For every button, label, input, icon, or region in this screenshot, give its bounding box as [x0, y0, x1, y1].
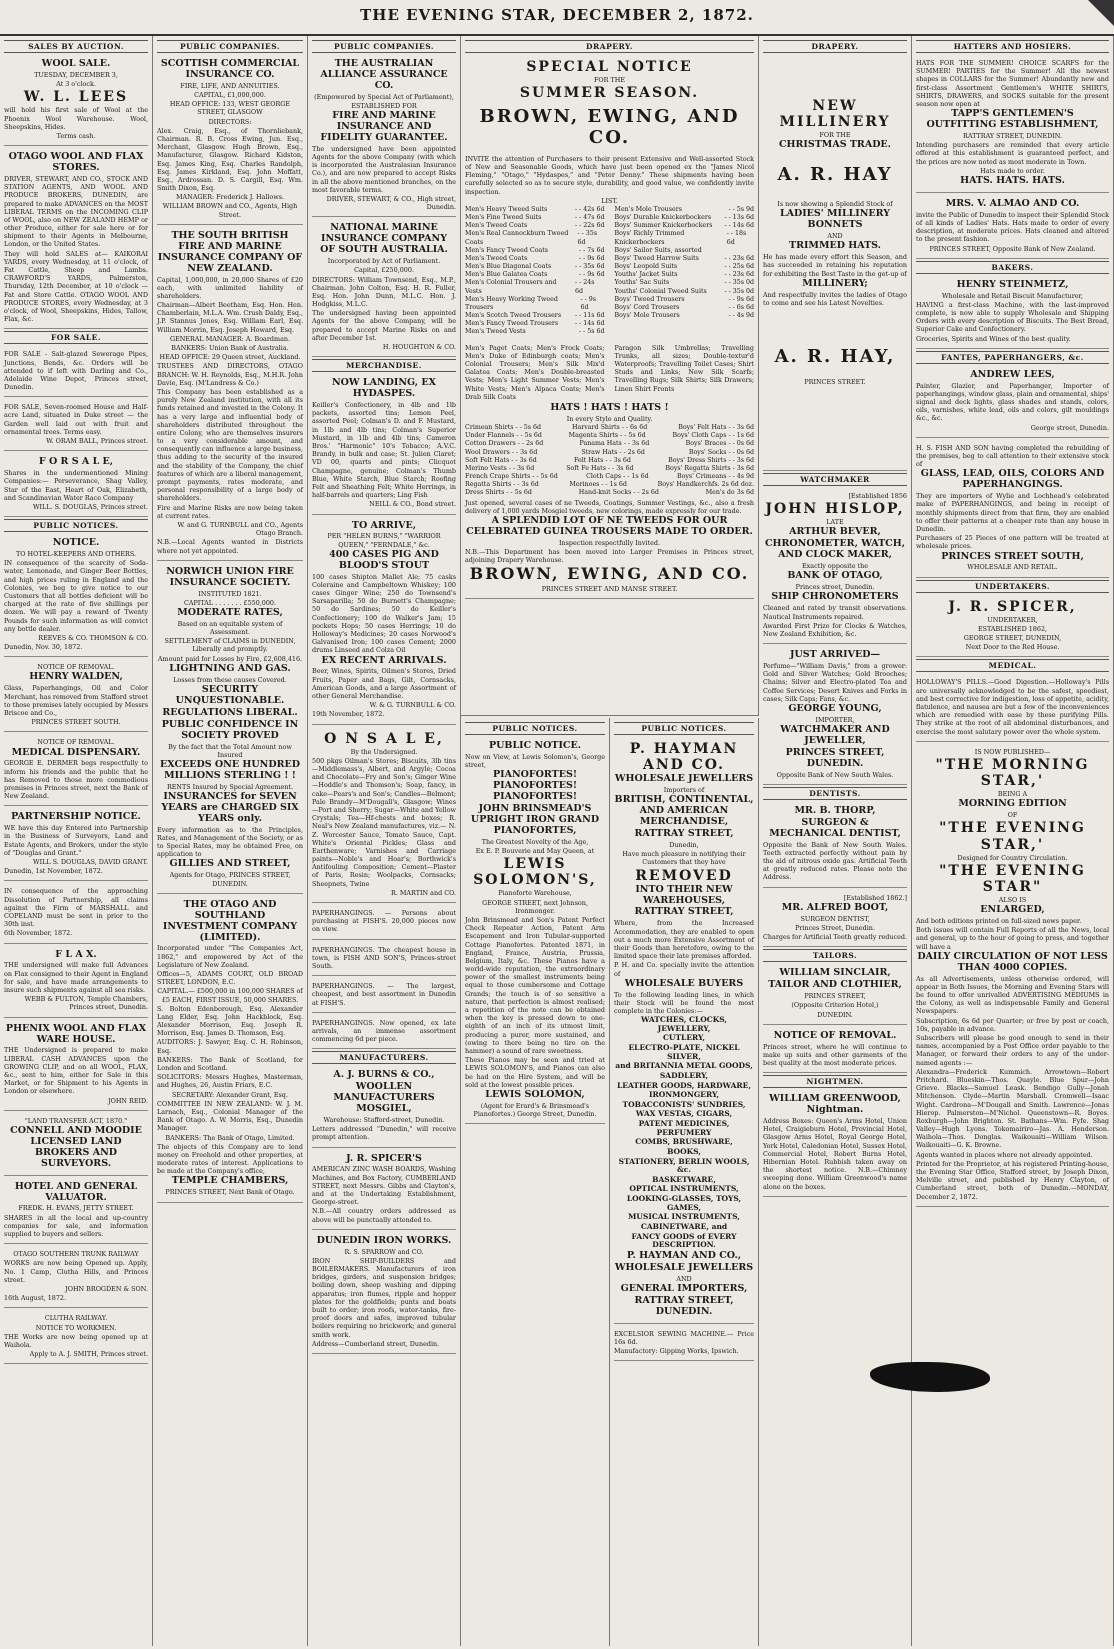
- column-4-drapery: [461, 36, 759, 716]
- paperhangings-ad: PAPERHANGINGS. Now opened, ex late arrivals, an immense assortment commencing 6d per piece.: [312, 1015, 456, 1050]
- paperhangings-ad: PAPERHANGINGS. The cheapest house in town, is FISH AND SON'S, Princes-street South.: [312, 942, 456, 977]
- shirt-row: [465, 432, 754, 440]
- price-row: [465, 263, 605, 271]
- for-sale-ad: FOR SALE - Salt-glazed Sewerage Pipes, Junctions, Bends, &c. Orders will be attended to if left with Darling and Co., Adelaide Wine Depot, Princes street, Dunedin.: [4, 346, 148, 397]
- price-value: - - 11s 6d: [574, 312, 605, 320]
- price-row: [465, 312, 605, 320]
- shirt-row: [465, 465, 754, 473]
- notice-ad: NOTICE. TO HOTEL-KEEPERS AND OTHERS. IN consequence of the scarcity of Soda-water, Lemonade, and Ginger Beer Bottles, and high prices ruling in England and the Colonies, we beg to give notice to our Customers that all bottles deficient will be charged at the rate of five shillings per dozen. We will pay a reward of Twenty Pounds for such information as will convict any bottle dealer. REEVES & CO. THOMSON & CO. Dunedin, Nov. 30, 1872.: [4, 534, 148, 657]
- goods-item: OPTICAL INSTRUMENTS,: [629, 1184, 739, 1194]
- otago-wool-ad: OTAGO WOOL AND FLAX STORES. DRIVER, STEWART, AND CO., STOCK AND STATION AGENTS, AND WOOL AND PRODUCE BROKERS, DUNEDIN, are prepared to make ADVANCES on the MOST LIBERAL TERMS on the INCOMING CLIP of WOOL, also on NEW ZEALAND HEMP or other Produce, either for sale here or for shipment to their Agents in Melbourne, London, or the United States. They will hold SALES at— KAIKORAI YARDS, every Wednesday, at 11 o'clock, of Fat Cattle, Sheep and Lambs. CRAWFORD'S YARDS, Palmerston, Thursday, 12th December, at 10 o'clock — Fat and Store Cattle. OTAGO WOOL AND PRODUCE STORES, every Wednesday, at 3 o'clock, of Wool, Sheepskins, Hides, Tallow, Flax, &c.: [4, 148, 148, 329]
- shirt-row: [465, 440, 754, 448]
- price-value: - - 7s 6d: [578, 246, 605, 254]
- removal-ad: NOTICE OF REMOVAL. HENRY WALDEN, Glass, Paperhangings, Oil and Color Merchant, has removed from Stafford street to those premises lately occupied by Messrs Briscoe and Co., PRINCES STREET SOUTH.: [4, 659, 148, 732]
- price-row: [615, 214, 755, 222]
- price-value: - - 18s 6d: [726, 230, 747, 246]
- shirt-cell: Straw Hats - - 2s 6d: [581, 448, 645, 456]
- goods-item: LEATHER GOODS, HARDWARE,: [617, 1080, 751, 1090]
- price-item: Men's Heavy Working Tweed Trousers: [465, 295, 558, 311]
- clutha-ad: CLUTHA RAILWAY. NOTICE TO WORKMEN. THE Works are now being opened up at Waihola. Apply to A. J. SMITH, Princes street.: [4, 1310, 148, 1364]
- price-item: Men's Tweed Vests: [465, 328, 526, 336]
- shirt-cell: Boys' Braces - - 0s 6d: [685, 440, 754, 448]
- price-row: [465, 247, 605, 255]
- for-sale-ad: FOR SALE, Seven-roomed House and Half-acre Land, situated in Duke street — the Garden well laid out with fruit and ornamental trees. Terms easy. W. ORAM BALL, Princes street.: [4, 399, 148, 451]
- shirt-cell: Magenta Shirts - - 5s 6d: [568, 432, 646, 440]
- shirt-cell: Cloth Caps - - 1s 6d: [586, 473, 649, 481]
- section-header: DRAPERY.: [763, 40, 907, 53]
- section-header: DENTISTS.: [763, 787, 907, 800]
- goods-item: WATCHES, CLOCKS, JEWELLERY,: [640, 1015, 728, 1033]
- goods-item: COMBS, BRUSHWARE,: [635, 1137, 733, 1147]
- sinclair-ad: WILLIAM SINCLAIR, TAILOR AND CLOTHIER, PRINCES STREET, (Opposite Criterion Hotel,) DUNEDIN.: [763, 964, 907, 1024]
- price-item: Youths' Jacket Suits: [614, 271, 678, 279]
- section-header: UNDERTAKERS.: [916, 580, 1109, 593]
- price-row: [615, 206, 755, 214]
- goods-item: and BRITANNIA METAL GOODS,: [615, 1061, 753, 1071]
- price-value: - - 9s 6d: [580, 295, 597, 311]
- goods-item: ELECTRO-PLATE, NICKEL SILVER,: [628, 1043, 740, 1061]
- price-value: - - 42s 6d: [574, 205, 605, 213]
- shirt-cell: French Crape Shirts - - 5s 6d: [465, 473, 558, 481]
- section-header: FANTES, PAPERHANGERS, &c.: [916, 351, 1109, 364]
- price-row: [465, 279, 605, 295]
- shirt-cell: Boys' Dress Shirts - - 3s 6d: [668, 456, 754, 464]
- shirt-cell: Regatta Shirts - - 3s 6d: [465, 481, 539, 489]
- price-value: - - 23s 6d: [724, 271, 754, 279]
- goods-item: SADDLERY,: [659, 1070, 709, 1080]
- goods-item: TOBACCONISTS' SUNDRIES,: [622, 1099, 746, 1109]
- wool-sale-ad: WOOL SALE. TUESDAY, DECEMBER 3, At 3 o'clock. W. L. LEES will hold his first sale of Wool at the Phoenix Wool Warehouse. Wool, Sheepskins, Hides. Terms cash.: [4, 55, 148, 146]
- shirt-row: [465, 457, 754, 465]
- removal-ad: NOTICE OF REMOVAL. MEDICAL DISPENSARY. GEORGE E. DERMER begs respectfully to inform his friends and the public that he has Removed to those more commodious premises in Princes street, next the Bank of New Zealand.: [4, 734, 148, 806]
- shirt-cell: Wool Drawers - - 3s 6d: [465, 448, 538, 456]
- south-british-ad: THE SOUTH BRITISH FIRE AND MARINE INSURANCE COMPANY OF NEW ZEALAND. Capital, 1,000,000, in 20,000 Shares of £20 each, with unlimited liability of shareholders. Chairman—Albert Beetham, Esq. Hon. Hen. Chamberlain, M.L.A. Wm. Crush Daldy, Esq., J.P. Stannus Jones, Esq. William Earl, Esq. William Morrin, Esq. Joseph Howard, Esq. GENERAL MANAGER: A. Boardman. BANKERS: Union Bank of Australia. HEAD OFFICE: 29 Queen street, Auckland. TRUSTEES AND DIRECTORS, OTAGO BRANCH: W. H. Reynolds, Esq., M.H.R. John Davie, Esq. (M'Landress & Co.) This Company has been established as a purely New Zealand institution, with all its funds retained and invested in the Colony. It has a very large and influential body of shareholders distributed throughout the entire Colony, who are themselves insurers to a very considerable amount, and consequently can influence a large business, thus adding to the security of the insured and the stability of the Company, the chief features of which are a liberal management, prompt payments, rates moderate, and personal responsibility of a large body of shareholders. Fire and Marine Risks are now being taken at current rates. W. and G. TURNBULL and CO., Agents Otago Branch. N.B.—Local Agents wanted in Districts where not yet appointed.: [157, 227, 303, 561]
- shirt-cell: Boys' Socks - - 0s 6d: [688, 448, 754, 456]
- shirt-row: [465, 473, 754, 481]
- price-item: Men's Mole Trousers: [614, 205, 682, 213]
- price-value: - - 35s 0d: [724, 279, 754, 287]
- column-1: [0, 36, 153, 1646]
- burns-woollen-ad: A. J. BURNS & CO., WOOLLEN MANUFACTURERS MOSGIEL, Warehouse: Stafford-street, Dunedin. Letters addressed "Dunedin," will receive prompt attention.: [312, 1066, 456, 1147]
- scottish-insurance-ad: SCOTTISH COMMERCIAL INSURANCE CO. FIRE, LIFE, AND ANNUITIES. CAPITAL, £1,000,000. HEAD OFFICE: 133, WEST GEORGE STREET, GLASGOW DIRECTORS: Alex. Craig, Esq., of Thornliebank, Chairman. R. B. Cross Ewing, Jun. Esq., Merchant, Glasgow. Hugh Brown, Esq., Manufacturer, Glasgow. Richard Kidston, Esq. James King, Esq. Charles Randolph, Esq. James Kirkland, Esq. John Moffatt, Esq., Ardrossan. D. S. Cargill, Esq. Wm. Smith Dixon, Esq. MANAGER: Frederick J. Hallows. WILLIAM BROWN and CO., Agents, High Street.: [157, 55, 303, 225]
- price-value: - - 13s 6d: [724, 214, 754, 222]
- price-value: - - 9s 6d: [578, 254, 605, 262]
- price-list: [465, 206, 754, 337]
- shirt-cell: Dress Shirts - - 5s 6d: [465, 489, 532, 497]
- shirt-cell: Felt Hats - - 3s 6d: [574, 456, 631, 464]
- goods-item: BOOKS,: [667, 1146, 701, 1156]
- goods-item: CUTLERY,: [662, 1033, 706, 1043]
- iron-works-ad: DUNEDIN IRON WORKS. R. S. SPARROW and CO. IRON SHIP-BUILDERS and BOILERMAKERS. Manufacturers of iron bridges, girders, and suspension bridges; boiling down, sheep washing and dipping apparatus; iron flumes, ripple and hopper plates for the goldfields; punts and boats built to order; iron roofs, water-tanks, fire-proof doors and safes, improved tubular boilers requiring no brickwork; and general smith work. Address—Cumberland street, Dunedin.: [312, 1232, 456, 1354]
- section-header: FOR SALE.: [4, 331, 148, 344]
- goods-item: PATENT MEDICINES, PERFUMERY: [638, 1119, 730, 1137]
- price-item: Boys' Tweed Harrow Suits: [614, 254, 699, 262]
- shirt-row: [465, 481, 754, 489]
- tapp-ad: HATS FOR THE SUMMER! CHOICE SCARFS for the SUMMER! PARTIES for the Summer! All the newest shapes in COLLARS for the Summer! Abundantly new and first-class Assortment Gentlemen's WHITE SHIRTS, SHIRTS, DRAWERS, and SOCKS suitable for the present season now open at TAPP'S GENTLEMEN'S OUTFITTING ESTABLISHMENT, RATTRAY STREET, DUNEDIN. Intending purchasers are reminded that every article offered at this establishment is guaranteed perfect, and the prices are now noted as most moderate in Town. Hats made to order. HATS. HATS. HATS.: [916, 55, 1109, 193]
- piano-ad: PUBLIC NOTICE. Now on View, at Lewis Solomon's, George street, PIANOFORTES! PIANOFORTES! PIANOFORTES! JOHN BRINSMEAD'S UPRIGHT IRON GRAND PIANOFORTES, The Greatest Novelty of the Age, Ex E. P. Bouverie and May Queen, at LEWIS SOLOMON'S, Pianoforte Warehouse, GEORGE STREET, next Johnson, Ironmonger. John Brinsmead and Son's Patent Perfect Check Repeater Action, Patent Arm Escapement and Iron Tubular-supported Cottage Pianofortes. Patented 1871, in England, France, Austria, Prussia, Belgium, Italy, &c. These Pianos have a world-wide reputation, the extraordinary power of the smallest instruments being equal to those cumbersome and Cottage Grands; the touch is of so sensitive a nature, that perfection is almost realised; a repetition of the note can be obtained when the key is pressed down to one-eighth of an inch of its utmost limit, producing a purer, more sustained, and (owing to there being no tire on the hammer) a sound of rare sweetness. These Pianos may be seen and tried at LEWIS SOLOMON'S, and Pianos can also be had on the Hire System, and will be sold at the lowest possible prices. LEWIS SOLOMON, (Agent for Erard's & Brinsmead's Pianofortes.) George Street, Dunedin.: [465, 737, 605, 1124]
- goods-item: LOOKING-GLASSES, TOYS, GAMES,: [626, 1194, 742, 1212]
- shirt-cell: Harvard Shirts - - 6s 6d: [571, 424, 648, 432]
- price-value: - - 6s 6d: [728, 303, 754, 311]
- price-item: Boys' Durable Knickerbockers: [614, 214, 712, 222]
- price-row: [615, 312, 755, 320]
- price-item: Men's Colonial Trousers and Vests: [465, 279, 557, 295]
- brown-ewing-ad: SPECIAL NOTICE FOR THE SUMMER SEASON. BROWN, EWING, AND CO. INVITE the attention of Purchasers to their present Extensive and Well-assorted Stock of New and Seasonable Goods, which have just been opened ex the "James Nicol Fleming," "Otago," "Hydaspes," and "Peter Denny." These shipments having been carefully selected so as to secure style, durability, and good value, we confidently invite inspection. LIST. Men's Heavy Tweed Suits - - 42s 6d Men's Fine Tweed Suits - - 47s 6d Men's Tweed Coats - - 22s 6d Men's Real Cannockburn Tweed Coats - - 35s 6d Men's Fancy Tweed Coats - - 7s 6d Men's Tweed Coats - - 9s 6d Men's Blue Diagonal Coats - - 35s 6d Men's Blue Galatea Coats - - 9s 6d Men's Colonial Trousers and Vests - - 24s 6d Men's Heavy Working Tweed Trousers - - 9s 6d Men's Scotch Tweed Trousers - - 11s 6d Men's Fancy Tweed Trousers - - 14s 6d Men's Tweed Vests - - 5s 6d Men's Mole Trousers - - 5s 9d Boys' Durable Knickerbockers - - 13s 6d Boys' Summer Knickerbockers - - 14s 6d Boys' Richly Trimmed Knickerbockers - - 18s 6d Boys' Sailor Suits, assorted Boys' Tweed Harrow Suits - - 23s 6d Boys' Leopold Suits - - 25s 6d Youths' Jacket Suits - - 23s 6d Youths' Sac Suits - - 35s 0d Youths' Colonial Tweed Suits - - 35s 0d Boys' Tweed Trousers - - 9s 6d Boys' Cord Trousers - - 6s 6d Boys' Mole Trousers - - 4s 9d Men's Paget Coats; Men's Frock Coats; Men's Duke of Edinburgh coats; Men's Colonial Trousers; Men's Silk Mix'd Galatea Coats; Men's Double-breasted Vests; Men's Light Summer Vests; Men's White Vests; Men's Alpaca Coats; Men's Drab Silk Coats Paragon Silk Umbrellas; Travelling Trunks, all sizes; Double-textur'd Waterproofs; Travelling Toilet Cases; Shirt Studs and Links; New Silk Scarfs; Travelling Rugs; Silk Shirts; Silk Drawers; Linen Shirt Fronts HATS ! HATS ! HATS ! In every Style and Quality. Crimean Shirts - - 5s 6d Harvard Shirts - - 6s 6d Boys' Felt Hats - - 3s 6d Under Flannels - - 5s 6d Magenta Shirts - - 5s 6d Boys' Cloth Caps - - 1s 6d Cotton Drawers - - 2s 6d Panama Hats - - 3s 6d Boys' Braces - - 0s 6d Wool Drawers - - 3s 6d Straw Hats - - 2s 6d Boys' Socks - - 0s 6d Soft Felt Hats - - 3s 6d Felt Hats - - 3s 6d Boys' Dress Shirts - - 3s 6d Merino Vests - - 3s 6d Soft Fe Hats - - 3s 6d Boys' Regatta Shirts - 3s 6d French Crape Shirts - - 5s 6d Cloth Caps - - 1s 6d Boys' Crimeans - - 4s 9d Regatta Shirts - - 3s 6d Merinoes - - 1s 6d Boys' Handkerchfs. 2s 6d doz. Dress Shirts - - 5s 6d Hand-knit Socks - - 2s 6d Men's do 3s 6d Just opened, several cases of ne Tweeds, Coatings, Summer Vestings, &c., also a fresh delivery of 1,000 yards Mosgiel tweeds, new colorings, made expressly for our trade. A SPLENDID LOT OF NE TWEEDS FOR OUR CELEBRATED GUINEA TROUSERS MADE TO ORDER. Inspection respectfully Invited. N.B.—This Department has been moved into Larger Premises in Princes street, adjoining Drapery Warehouse. BROWN, EWING, AND CO. PRINCES STREET AND MANSE STREET.: [465, 55, 754, 599]
- column-2: [153, 36, 308, 1646]
- shirt-cell: Boys' Regatta Shirts - 3s 6d: [665, 464, 754, 472]
- morning-star-ad: IS NOW PUBLISHED— "THE MORNING STAR,' BEING A MORNING EDITION OF "THE EVENING STAR,' Designed for Country Circulation. "THE EVENING STAR" ALSO IS ENLARGED, And both editions printed on full-sized news paper. Both issues will contain Full Reports of all the News, local and general, up to the hour of going to press, and together will have a DAILY CIRCULATION OF NOT LESS THAN 4000 COPIES. As all Advertisements, unless otherwise ordered, will appear in Both Issues, the Morning and Evening Stars will be found to offer unrivalled ADVERTISING MEDIUMS in the Colony, as well as indispensable Family and General Newspapers. Subscription, 6s 6d per Quarter; or free by post or coach, 10s, payable in advance. Subscribers will please be good enough to send in their names, accompanied by a Post Office order payable to the Manager, or forward their orders to any of the under-named agents :— Alexandra—Frederick Kummich. Arrowtown—Robert Pritchard. Blueskin—Thos. Quayle. Blue Spur—John Grieve. Blacks—Samuel Leask. Bendigo Gully—Jonah Mitchenson. Clyde—Martin Marshall. Cromwell—Isaac Wight. Cardrona—M'Dougall and Smith. Lawrence—Jonas Hierop. Palmerston—M'Nichol. Queenstown—R. Boyes. Roxburgh—John Brighton. St. Bathans—Wm. Fyfe. Shag Valley—Hugh Lyons. Tokomairiro—Jas. A. Henderson. Waihola—Thos. Donglas. Waikouaiti—William Wilson. Waikouaiti—G. K. Browne. Agents wanted in places where not already appointed. Printed for the Proprietor, at his registered Printing-house, the Evening Star Office, Stafford street, by Joseph Dixon, Melville street, and published by Henry Clayton, of Cumberland street, both of Dunedin.—MONDAY, December 2, 1872.: [916, 744, 1109, 1207]
- price-row: [465, 255, 605, 263]
- price-item: Boys' Sailor Suits, assorted: [614, 246, 702, 254]
- column-6: [759, 36, 912, 1646]
- millinery-ad: NEW MILLINERY FOR THE CHRISTMAS TRADE. A. R. HAY Is now showing a Splendid Stock of LADIES' MILLINERY BONNETS AND TRIMMED HATS. He has made every effort this Season, and has succeeded in retaining his reputation for exhibiting the Best Taste in the get-up of MILLINERY; And respectfully invites the ladies of Otago to come and see his Latest Novelties. A. R. HAY, PRINCES STREET.: [763, 55, 907, 471]
- goods-item: BASKETWARE,: [652, 1174, 716, 1184]
- section-header: NIGHTMEN.: [763, 1075, 907, 1088]
- price-value: - - 24s 6d: [575, 279, 595, 295]
- fish-ad: H. S. FISH AND SON having completed the rebuilding of the premises, beg to call attention to their extensive stock of GLASS, LEAD, OILS, COLORS AND PAPERHANGINGS. They are importers of Wylie and Lochhead's celebrated make of PAPERHANGINGS, and being in receipt of monthly shipments direct from that firm, they are enabled to offer their patterns at a cheaper rate than any house in Dunedin. Purchasers of 25 Pieces of one pattern will be treated at wholesale prices. PRINCES STREET SOUTH, WHOLESALE AND RETAIL.: [916, 440, 1109, 578]
- price-value: - - 4s 9d: [728, 312, 754, 320]
- section-header: MANUFACTURERS.: [312, 1051, 456, 1064]
- section-header: PUBLIC NOTICES.: [614, 722, 754, 735]
- price-value: - - 47s 6d: [574, 214, 605, 222]
- price-item: Men's Blue Galatea Coats: [465, 271, 548, 279]
- shirt-cell: Boys' Felt Hats - - 3s 6d: [678, 424, 754, 432]
- sewing-machine-ad: EXCELSIOR SEWING MACHINE.— Price 16s 6d. Manufactory: Gipping Works, Ipswich.: [614, 1326, 754, 1362]
- price-value: - - 14s 6d: [574, 320, 605, 328]
- shirt-cell: Hand-knit Socks - - 2s 6d: [578, 489, 659, 497]
- goods-item: IRONMONGERY,: [649, 1090, 719, 1100]
- section-header: PUBLIC NOTICES.: [4, 519, 148, 532]
- spicer-undertaker-ad: J. R. SPICER, UNDERTAKER, ESTABLISHED 1862, GEORGE STREET, DUNEDIN, Next Door to the Red House.: [916, 595, 1109, 658]
- price-item: Men's Real Cannockburn Tweed Coats: [465, 230, 569, 246]
- shirts-price-list: [465, 424, 754, 498]
- almao-ad: MRS. V. ALMAO AND CO. invite the Public of Dunedin to inspect their Splendid Stock of all kinds of Ladies' Hats. Hats made to order of every description, at moderate prices. Hats cleaned and altered to the present fashion. PRINCES STREET, Opposite Bank of New Zealand.: [916, 195, 1109, 259]
- national-marine-ad: NATIONAL MARINE INSURANCE COMPANY OF SOUTH AUSTRALIA. Incorporated by Act of Parliament. Capital, £250,000. DIRECTORS: William Townsend, Esq., M.P., Chairman. John Colton, Esq. H. R. Fuller, Esq. Hon. John Dunn, M.L.C. Hon. J. Hodgkiss, M.L.C. The undersigned having been appointed Agents for the above Company, will be prepared to accept Marine Risks on and after December 1st. H. HOUGHTON & CO.: [312, 219, 456, 357]
- masthead: [0, 0, 1114, 36]
- price-value: - - 35s 6d: [577, 230, 598, 246]
- shirt-cell: Merinoes - - 1s 6d: [569, 481, 627, 489]
- shirt-row: [465, 449, 754, 457]
- price-row: [615, 255, 755, 263]
- price-value: - - 9s 6d: [578, 271, 605, 279]
- price-row: [615, 247, 755, 255]
- section-header: BAKERS.: [916, 261, 1109, 274]
- section-header: DRAPERY.: [465, 40, 754, 53]
- price-item: Men's Heavy Tweed Suits: [465, 205, 548, 213]
- boot-ad: [Established 1862.] MR. ALFRED BOOT, SURGEON DENTIST, Princes Street, Dunedin. Charges for Artificial Teeth greatly reduced.: [763, 890, 907, 948]
- partnership-ad: PARTNERSHIP NOTICE. WE have this day Entered into Partnership in the Business of Surveyors, Land and Estate Agents, and Brokers, under the style of "Douglas and Grant." WILL S. DOUGLAS, DAVID GRANT. Dunedin, 1st November, 1872.: [4, 808, 148, 881]
- section-header: PUBLIC COMPANIES.: [312, 40, 456, 53]
- price-item: Boys' Richly Trimmed Knickerbockers: [614, 230, 685, 246]
- removal-ad: NOTICE OF REMOVAL. Princes street, where he will continue to make up suits and other garments of the best quality at the most moderate prices.: [763, 1027, 907, 1073]
- andrew-lees-ad: ANDREW LEES, Painter, Glazier, and Paperhanger, Importer of paperhangings, window glass, plain and ornamental, ships' signal and deck lights, glass shades and stands, colors, oils, varnishes, white lead, oils and colors, gilt mouldings &c., &c. George street, Dunedin.: [916, 366, 1109, 438]
- shirt-row: [465, 489, 754, 497]
- shirt-cell: Crimean Shirts - - 5s 6d: [465, 424, 542, 432]
- shirt-cell: Cotton Drawers - - 2s 6d: [465, 440, 544, 448]
- thorp-ad: MR. B. THORP, SURGEON & MECHANICAL DENTIST, Opposite the Bank of New South Wales. Teeth extracted perfectly without pain by the aid of nitrous oxide gas. Artificial Teeth at greatly reduced rates. Please note the Address.: [763, 802, 907, 888]
- price-value: - - 35s 0d: [724, 287, 754, 295]
- price-item: Men's Fancy Tweed Trousers: [465, 320, 559, 328]
- norwich-union-ad: NORWICH UNION FIRE INSURANCE SOCIETY. INSTITUTED 1821. CAPITAL . . . . . . . £550,000. MODERATE RATES, Based on an equitable system of Assessment. SETTLEMENT of CLAIMS in DUNEDIN, Liberally and promptly. Amount paid for Losses by Fire, £2,608,416. LIGHTNING AND GAS. Losses from these causes Covered. SECURITY UNQUESTIONABLE. REGULATIONS LIBERAL. PUBLIC CONFIDENCE IN SOCIETY PROVED By the fact that the Total Amount now Insured EXCEEDS ONE HUNDRED MILLIONS STERLING ! ! RENTS Insured by Special Agreement. INSURANCES for SEVEN YEARS are CHARGED SIX YEARS only. Every information as to the Principles, Rates, and Management of the Society, or as to Special Rates, may be obtained Free, on application to GILLIES AND STREET, Agents for Otago, PRINCES STREET, DUNEDIN.: [157, 563, 303, 894]
- price-row: [615, 271, 755, 279]
- goods-item: FANCY GOODS of EVERY DESCRIPTION.: [631, 1231, 737, 1250]
- newspaper-title: THE EVENING STAR, DECEMBER 2, 1872.: [360, 6, 754, 24]
- goods-item: CABINETWARE, and: [640, 1221, 728, 1231]
- goods-item: WAX VESTAS, CIGARS,: [635, 1109, 733, 1119]
- price-value: - - 5s 9d: [728, 205, 754, 213]
- phoenix-ad: PHENIX WOOL AND FLAX WARE HOUSE. THE Undersigned is prepared to make LIBERAL CASH ADVANCES upon the GROWING CLIP, and on all WOOL, FLAX, &c., sent to him, either for Sale in this Market, or for Shipment to his Agents in London or elsewhere. JOHN REID.: [4, 1020, 148, 1111]
- price-item: Boys' Summer Knickerbockers: [614, 222, 713, 230]
- otago-southland-investment-ad: THE OTAGO AND SOUTHLAND INVESTMENT COMPANY (LIMITED). Incorporated under "The Companies Act, 1862," and empowered by Act of the Legislature of New Zealand. Offices—5, ADAMS COURT, OLD BROAD STREET, LONDON, E.C. CAPITAL.— £500,000 in 100,000 SHARES of £5 EACH, FIRST ISSUE, 50,000 SHARES. S. Bolton Edenborough, Esq. Alexander Lang Elder, Esq. John Hackblock, Esq. Alexander Morrison, Esq. Joseph R. Morrison, Esq. James D. Thomson, Esq. AUDITORS: J. Sawyer, Esq. C. H. Robinson, Esq. BANKERS: The Bank of Scotland, for London and Scotland. SOLICITORS: Messrs Hughes, Masterman, and Hughes, 26, Austin Friars, E.C. SECRETARY: Alexander Grant, Esq. COMMITTEE IN NEW ZEALAND: W. J. M. Larnach, Esq., Colonial Manager of the Bank of Otago. A. W. Morris, Esq., Dunedin Manager. BANKERS: The Bank of Otago, Limited. The objects of this Company are to lend money on Freehold and other properties, at moderate rates of interest. Applications to be made at the Company's office, TEMPLE CHAMBERS, PRINCES STREET, Next Bank of Otago.: [157, 896, 303, 1203]
- column-5: [610, 718, 759, 1646]
- price-item: Boys' Cord Trousers: [614, 303, 680, 311]
- price-item: Men's Fine Tweed Suits: [465, 214, 542, 222]
- price-value: - - 5s 6d: [578, 328, 605, 336]
- spicer-washboard-ad: J. R. SPICER'S AMERICAN ZINC WASH BOARDS, Washing Machines, and Box Factory, CUMBERLAND STREET, next Messrs. Gibbs and Clayton's, and at the Undertaking Establishment, George-street. N.B.—All country orders addressed as above will be punctually attended to.: [312, 1150, 456, 1230]
- paperhangings-ad: PAPERHANGINGS. — The largest, cheapest, and best assortment in Dunedin at FISH'S.: [312, 978, 456, 1013]
- shirt-cell: Merino Vests - - 3s 6d: [465, 464, 535, 472]
- section-header: WATCHMAKER: [763, 473, 907, 486]
- price-value: - - 23s 6d: [724, 254, 754, 262]
- greenwood-ad: WILLIAM GREENWOOD, Nightman. Address Boxes: Queen's Arms Hotel, Union Hotel, Craigieburn Hotel, Provincial Hotel, Glasgow Arms Hotel, Royal George Hotel, York Hotel, Caledonian Hotel, Sussex Hotel, Commercial Hotel, Robert Burns Hotel, Hibernian Hotel. Rubbish taken away on the shortest notice. N.B.—Chimney sweeping done. William Greenwood's name alone on the boxes.: [763, 1090, 907, 1197]
- goods-item: STATIONERY, BERLIN WOOLS, &c.: [618, 1156, 750, 1175]
- column-4b: [461, 718, 610, 1646]
- section-header: SALES BY AUCTION.: [4, 40, 148, 53]
- section-header: MEDICAL.: [916, 659, 1109, 672]
- australian-alliance-ad: THE AUSTRALIAN ALLIANCE ASSURANCE CO. (Empowered by Special Act of Parliament), ESTABLISHED FOR FIRE AND MARINE INSURANCE AND FIDELITY GUARANTEE. The undersigned have been appointed Agents for the above Company (with which is incorporated the Australasian Insurance Co.), and are now prepared to accept Risks in all the above mentioned branches, on the most favorable terms. DRIVER, STEWART, & CO., High street, Dunedin.: [312, 55, 456, 217]
- price-row: [615, 304, 755, 312]
- price-value: - - 25s 6d: [724, 263, 754, 271]
- hislop-ad: [Established 1856 JOHN HISLOP, LATE ARTHUR BEVER, CHRONOMETER, WATCH, AND CLOCK MAKER, Exactly opposite the BANK OF OTAGO, Princes street, Dunedin. SHIP CHRONOMETERS Cleaned and rated by transit observations. Nautical Instruments repaired. Awarded First Prize for Clocks & Watches, New Zealand Exhibition, &c.: [763, 488, 907, 644]
- flax-ad: F L A X. THE undersigned will make full Advances on Flax consigned to their Agent in England for sale, and have made arrangements to insure such shipments against all sea risks. WEBB & FULTON, Temple Chambers, Princes street, Dunedin.: [4, 946, 148, 1018]
- shirt-cell: Boys' Crimeans - - 4s 9d: [676, 473, 754, 481]
- price-row: [615, 263, 755, 271]
- price-row: [465, 296, 605, 312]
- price-row: [615, 288, 755, 296]
- price-item: Youths' Colonial Tweed Suits: [614, 287, 707, 295]
- price-item: Men's Tweed Coats: [465, 254, 528, 262]
- section-header: PUBLIC COMPANIES.: [157, 40, 303, 53]
- price-item: Boys' Mole Trousers: [614, 312, 680, 320]
- shirt-cell: Boys' Handkerchfs. 2s 6d doz.: [657, 481, 754, 489]
- paperhangings-ad: PAPERHANGINGS. — Persons about purchasing at FISH'S. 20,000 pieces now on view.: [312, 905, 456, 940]
- steinmetz-ad: HENRY STEINMETZ, Wholesale and Retail Biscuit Manufacturer, HAVING a first-class Machine, with the last-improved complete, is now able to supply Wholesale and Shipping Orders with every description of Biscuits. The Best Bread, Superior Cake and Confectionery. Groceries, Spirits and Wines of the best quality.: [916, 276, 1109, 349]
- dissolution-ad: IN consequence of the approaching Dissolution of Partnership, all claims against the Firm of MARSHALL and COPELAND must be sent in prior to the 30th inst. 6th November, 1872.: [4, 883, 148, 943]
- shirt-row: [465, 424, 754, 432]
- goods-list: [614, 1016, 754, 1250]
- price-value: - - 35s 6d: [574, 263, 605, 271]
- price-value: - - 14s 6d: [724, 222, 754, 230]
- valuator-ad: HOTEL AND GENERAL VALUATOR. FREDK. H. EVANS, JETTY STREET. SHARES in all the local and up-country companies for sale, and information supplied to buyers and sellers.: [4, 1178, 148, 1245]
- price-row: [615, 222, 755, 230]
- price-row: [615, 296, 755, 304]
- goods-item: MUSICAL INSTRUMENTS,: [628, 1212, 740, 1222]
- shirt-cell: Panama Hats - - 3s 6d: [579, 440, 650, 448]
- price-value: - - 9s 6d: [728, 295, 754, 303]
- section-header: PUBLIC NOTICES.: [465, 722, 605, 735]
- shirt-cell: Boys' Cloth Caps - - 1s 6d: [672, 432, 754, 440]
- railway-ad: OTAGO SOUTHERN TRUNK RAILWAY WORKS are now being Opened up. Apply, No. 1 Camp, Clutha Hills, and Princes street. JOHN BROGDEN & SON. 16th August, 1872.: [4, 1246, 148, 1308]
- shirt-cell: Under Flannels - - 5s 6d: [465, 432, 542, 440]
- column-3: [308, 36, 461, 1646]
- price-item: Men's Fancy Tweed Coats: [465, 246, 549, 254]
- shirt-cell: Soft Felt Hats - - 3s 6d: [465, 456, 537, 464]
- price-item: Men's Tweed Coats: [465, 222, 528, 230]
- price-row: [465, 230, 605, 246]
- shirt-cell: Men's do 3s 6d: [705, 489, 754, 497]
- price-row: [615, 230, 755, 246]
- section-header: HATTERS AND HOSIERS.: [916, 40, 1109, 53]
- price-row: [465, 271, 605, 279]
- price-row: [465, 214, 605, 222]
- price-item: Men's Blue Diagonal Coats: [465, 263, 552, 271]
- section-header: MERCHANDISE.: [312, 359, 456, 372]
- price-item: Youths' Sac Suits: [614, 279, 670, 287]
- price-item: Boys' Tweed Trousers: [614, 295, 685, 303]
- price-value: - - 22s 6d: [574, 222, 605, 230]
- land-transfer-ad: "LAND TRANSFER ACT, 1870." CONNELL AND MOODIE LICENSED LAND BROKERS AND SURVEYORS.: [4, 1113, 148, 1176]
- price-row: [615, 279, 755, 287]
- price-row: [465, 328, 605, 336]
- to-arrive-ad: TO ARRIVE, PER "HELEN BURNS," "WARRIOR QUEEN," "FERNDALE," &c. 400 CASES PIG AND BLOOD'S STOUT 100 cases Shipton Mallet Ale; 75 casks Coleraine and Campbeltown Whiskey; 100 cases Ginger Wine; 250 do Townsend's Sarsaparilla; 50 do Burnett's Champagne; 50 do Sardines; 50 do Keiller's Confectionery; 100 do Walker's Jam; 15 pockets Hops; 50 cases Herrings; 10 do Holloway's Medicines; 20 cases Norwood's Galvanised Iron; 100 cases Cement; 2000 drums Linseed and Colza Oil EX RECENT ARRIVALS. Beer, Wines, Spirits, Oilmen's Stores, Dried Fruits, Paper and Bags, Gilt, Cornsacks, American Goods, and a large Assortment of other General Merchandise. W. & G. TURNBULL & CO. 19th November, 1872.: [312, 517, 456, 725]
- shirt-cell: Soft Fe Hats - - 3s 6d: [566, 464, 634, 472]
- column-7: [912, 36, 1114, 1646]
- young-ad: JUST ARRIVED— Perfume—"William Davis," from a grower: Gold and Silver Watches; Gold Brooches; Chains; Silver and Electro-plated Tea and Coffee Services; Desert Knives and Forks in cases; Silk Caps; Fans, &c. GEORGE YOUNG, IMPORTER, WATCHMAKER AND JEWELLER, PRINCES STREET, DUNEDIN. Opposite Bank of New South Wales.: [763, 646, 907, 785]
- price-item: Men's Scotch Tweed Trousers: [465, 312, 562, 320]
- now-landing-ad: NOW LANDING, EX HYDASPES. Keiller's Confectionery, in 4lb and 1lb packets, assorted tins; Lemon Peel, assorted Peel; Colman's D. and F. Mustard, in 1lb and 4lb tins; Colman's Superior Mustard, in 1lb and 4lb tins; Cameron Bros.' "Harmonic" 10's Tobacco; A.V.C. Brandy, in bulk and case; St. Julien Claret; VD 00, quarts and pints; Clicquot Champagne, genuine; Colman's Thumb Blue, White Starch, Blue Starch; Roofing Felt and Sheathing Felt; White Herrings, in half-barrels and quarters; Ling Fish NEILL & CO., Bond street.: [312, 374, 456, 514]
- holloway-ad: HOLLOWAY'S PILLS.—Good Digestion.—Holloway's Pills are universally acknowledged to be the safest, speediest, and best corrective for indigestion, loss of appetite, acidity, flatulence, and nausea are but a few of the inconveniences which are remedied with ease by these purifying Pills. They strike at the root of all abdominal disturbances, and exercise the most salutary power over the whole system.: [916, 674, 1109, 741]
- price-row: [465, 222, 605, 230]
- price-row: [465, 206, 605, 214]
- price-item: Boys' Leopold Suits: [614, 263, 678, 271]
- price-row: [465, 320, 605, 328]
- on-sale-ad: O N S A L E, By the Undersigned. 500 pkgs Oilman's Stores; Biscuits, 3lb tins—Middlemass's, Albert, and Argyle; Cocoa and Chocolate—Fry and Son's; Ginger Wine—Hoddle's and Thomson's; Soap, fancy, in cake—Pears's and Son's; Candles—Belmont; Pale Brandy—M'Dougall's, Glasgow; Wines—Port and Sherry; Sugar—White and Yellow Crystals; Tea—Hf-chests and boxes; R. Neal's New Zealand manufactures, viz.— N. Z. Worcester Sauce, Tomato Sauce, Capt. White's Oriental Pickles; Glass and Earthenware; Varnishes and Carriage paints—Noble's and Hoar's; Borthwick's Antifouling Composition; Cement—Plaster of Paris, Resin; Woolpacks, Cornsacks; Sheepnets, Twine R. MARTIN and CO.: [312, 727, 456, 903]
- section-header: TAILORS.: [763, 949, 907, 962]
- hayman-ad: P. HAYMAN AND CO. WHOLESALE JEWELLERS Importers of BRITISH, CONTINENTAL, AND AMERICAN MERCHANDISE, RATTRAY STREET, Dunedin, Have much pleasure in notifying their Customers that they have REMOVED INTO THEIR NEW WAREHOUSES, RATTRAY STREET, Where, from the Increased Accommodation, they are enabled to open out a much more Extensive Assortment of their Goods than heretofore, owing to the limited space their late premises afforded. P. H. and Co. specially invite the attention of WHOLESALE BUYERS To the following leading lines, in which their Stock will be found the most complete in the Colonies:— WATCHES, CLOCKS, JEWELLERY, CUTLERY, ELECTRO-PLATE, NICKEL SILVER, and BRITANNIA METAL GOODS, SADDLERY, LEATHER GOODS, HARDWARE, IRONMONGERY, TOBACCONISTS' SUNDRIES, WAX VESTAS, CIGARS, PATENT MEDICINES, PERFUMERY COMBS, BRUSHWARE, BOOKS, STATIONERY, BERLIN WOOLS, &c. BASKETWARE, OPTICAL INSTRUMENTS, LOOKING-GLASSES, TOYS, GAMES, MUSICAL INSTRUMENTS, CABINETWARE, and FANCY GOODS of EVERY DESCRIPTION. P. HAYMAN AND CO., WHOLESALE JEWELLERS AND GENERAL IMPORTERS, RATTRAY STREET, DUNEDIN.: [614, 737, 754, 1324]
- for-sale-ad: F O R S A L E, Shares in the undermentioned Mining Companies:— Perseverance, Shag Valley, Star of the East, Heart of Oak, Elizabeth, and Scandinavian Water Race Company WILL. S. DOUGLAS, Princes street.: [4, 453, 148, 517]
